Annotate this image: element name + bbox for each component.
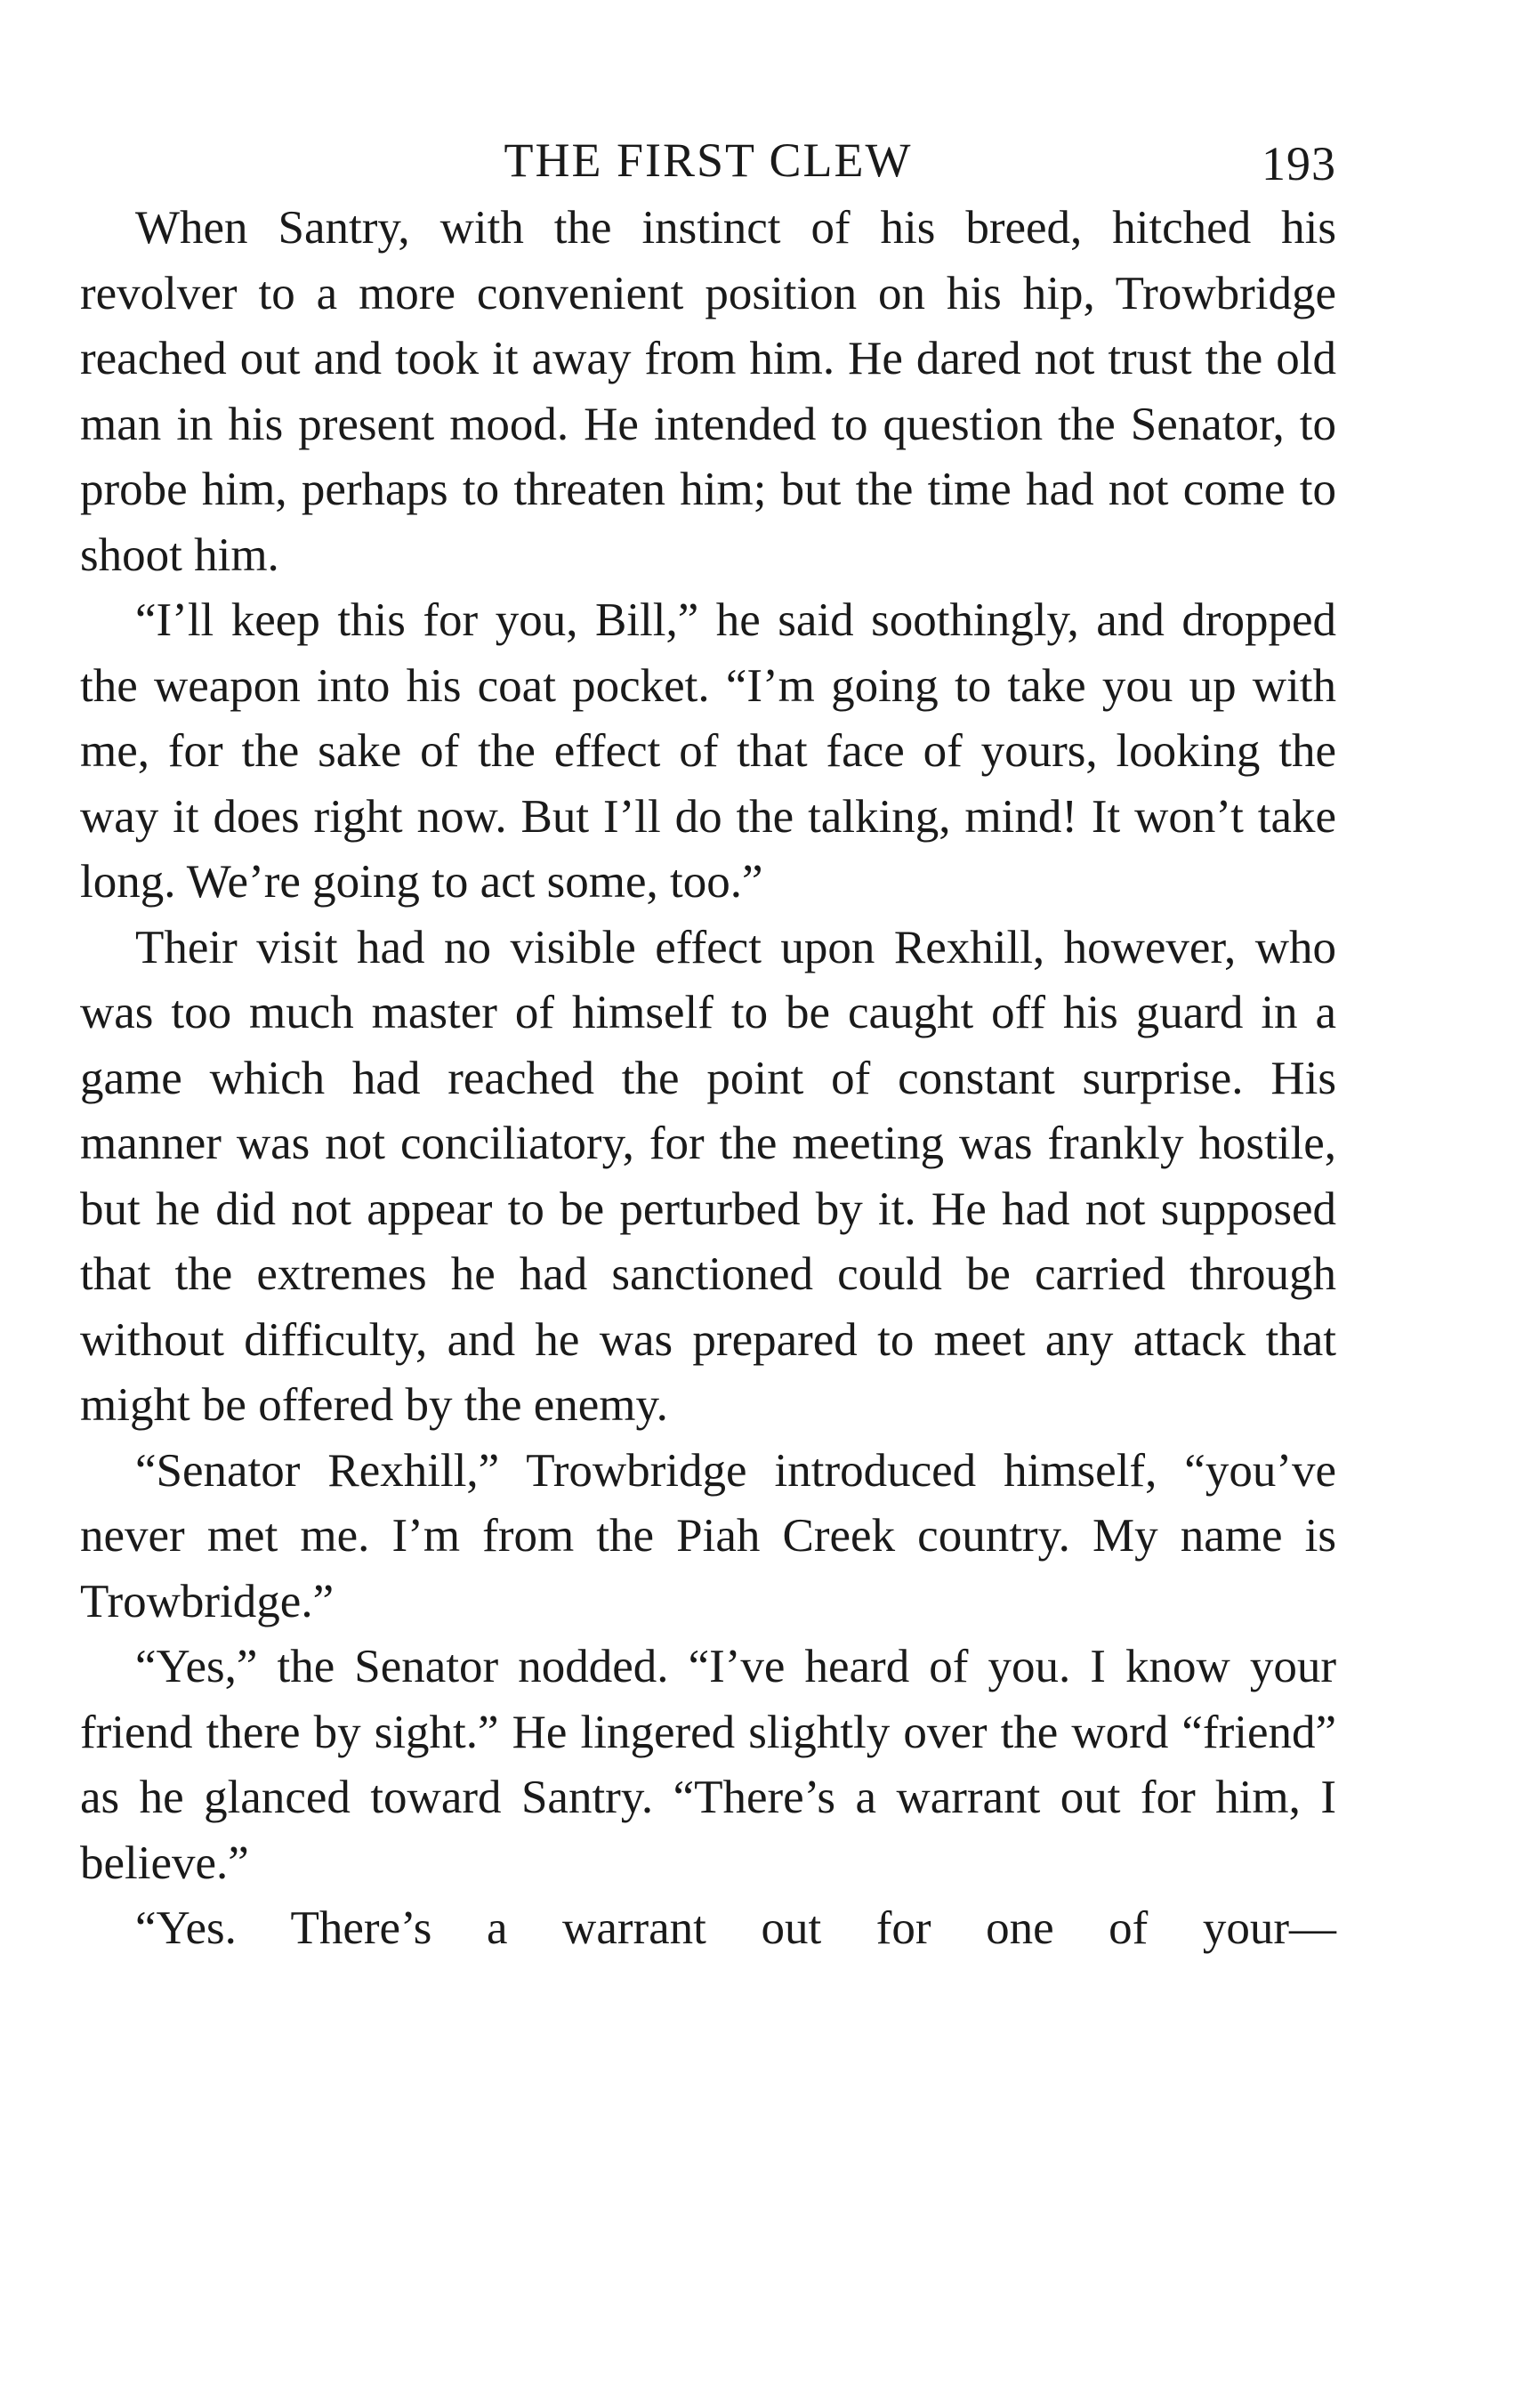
- body-text: [80, 196, 1336, 1962]
- paragraph-3: Their visit had no visible effect upon Rexhill, however, who was too much master of himself to be caught off his guard in a game which had reached the point of constant surprise. His manner was not conciliatory, for the meeting was frankly hostile, but he did not appear to be perturbed by it. He had not supposed that the extremes he had sanctioned could be carried through without difficulty, and he was prepared to meet any attack that might be offered by the enemy.: [80, 921, 1336, 1431]
- paragraph-2: “I’ll keep this for you, Bill,” he said soothingly, and dropped the weapon into his coat pocket. “I’m going to take you up with me, for the sake of the effect of that face of yours, looking the way it does right now. But I’ll do the talking, mind! It won’t take long. We’re going to act some, too.”: [80, 594, 1336, 908]
- running-head: [80, 125, 1336, 196]
- paragraph-5: “Yes,” the Senator nodded. “I’ve heard of you. I know your friend there by sight.” He lingered slightly over the word “friend” as he glanced toward Santry. “There’s a warrant out for him, I believe.”: [80, 1641, 1336, 1889]
- paragraph-4: “Senator Rexhill,” Trowbridge introduced himself, “you’ve never met me. I’m from the Piah Creek country. My name is Trowbridge.”: [80, 1444, 1336, 1627]
- paragraph-6: “Yes. There’s a warrant out for one of your—: [135, 1902, 1336, 1954]
- running-title: THE FIRST CLEW: [504, 133, 913, 187]
- book-page: [80, 125, 1336, 1962]
- paragraph-1: When Santry, with the instinct of his breed, hitched his revolver to a more convenient position on his hip, Trowbridge reached out and took it away from him. He dared not trust the old man in his present mood. He intended to question the Senator, to probe him, perhaps to threaten him; but the time had not come to shoot him.: [80, 202, 1336, 581]
- page-number: 193: [1262, 137, 1336, 190]
